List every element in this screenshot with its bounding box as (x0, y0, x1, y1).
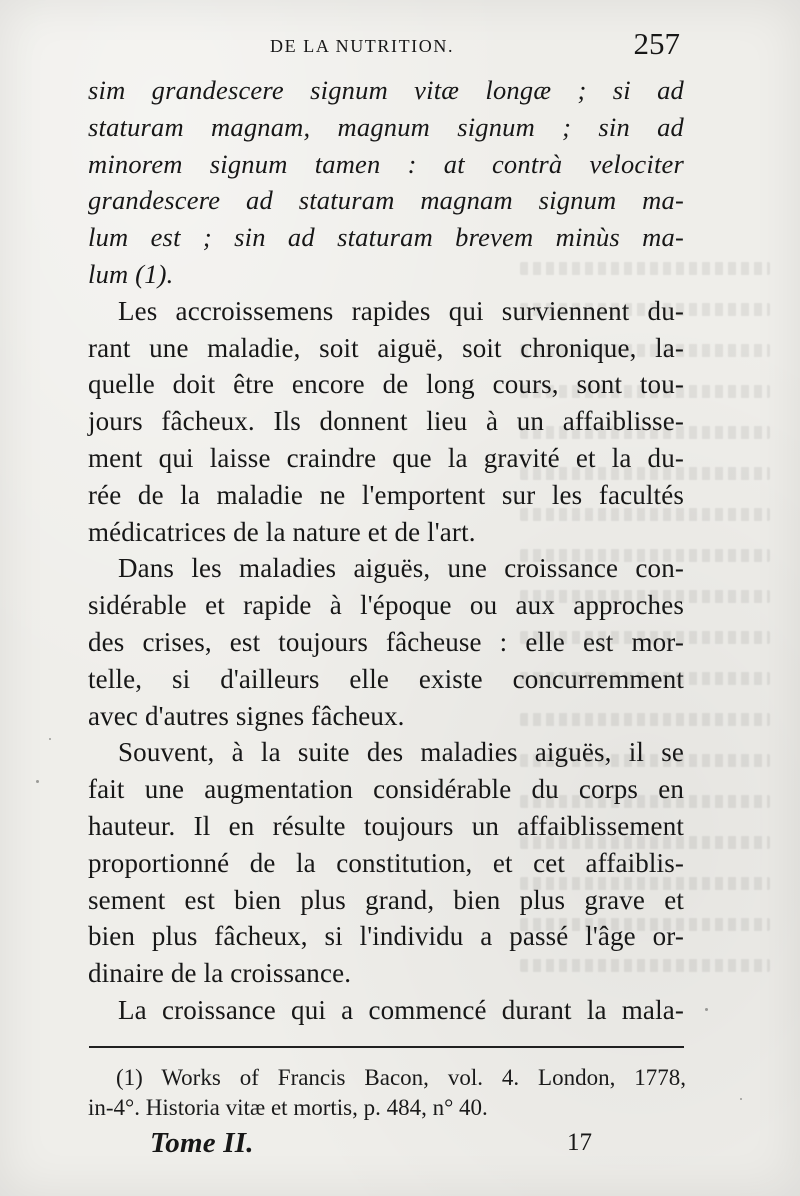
paper-speck (740, 1098, 742, 1100)
body-line: fait une augmentation considérable du corps en (88, 774, 684, 805)
footnote-divider (89, 1046, 684, 1048)
latin-line: lum est ; sin ad staturam brevem minùs ma- (88, 222, 684, 253)
body-line: sement est bien plus grand, bien plus grave et (88, 884, 684, 915)
body-line: proportionné de la constitution, et cet affaiblis- (88, 847, 684, 878)
paper-speck (705, 1008, 708, 1011)
running-header (270, 26, 680, 64)
body-line: sidérable et rapide à l'époque ou aux approches (88, 590, 684, 621)
footnote (88, 1063, 686, 1123)
body-line: La croissance qui a commencé durant la mala- (118, 994, 684, 1025)
body-line: avec d'autres signes fâcheux. (88, 700, 405, 731)
footnote-line: in-4°. Historia vitæ et mortis, p. 484, n° 40. (88, 1095, 488, 1120)
paragraph-acute-diseases (88, 550, 684, 734)
body-line: jours fâcheux. Ils donnent lieu à un affaiblisse- (88, 406, 684, 437)
page-number: 257 (633, 26, 680, 61)
body-line: Souvent, à la suite des maladies aiguës, il se (118, 737, 684, 768)
gathering-signature: 17 (567, 1129, 592, 1156)
paragraph-height-increase (88, 734, 684, 992)
latin-line: sim grandescere signum vitæ longæ ; si ad (88, 75, 684, 105)
paragraph-rapid-growth (88, 293, 684, 551)
latin-line: staturam magnam, magnum signum ; sin ad (88, 111, 684, 142)
body-line: hauteur. Il en résulte toujours un affaiblissement (88, 810, 684, 841)
latin-line: grandescere ad staturam magnam signum ma- (88, 185, 684, 216)
body-line: Dans les maladies aiguës, une croissance con- (118, 553, 684, 584)
footnote-line: (1) Works of Francis Bacon, vol. 4. London, 1778, (116, 1065, 686, 1090)
body-line: dinaire de la croissance. (88, 958, 352, 989)
latin-quotation (88, 72, 684, 293)
volume-label: Tome II. (150, 1127, 254, 1159)
paper-speck (36, 780, 39, 783)
body-line: quelle doit être encore de long cours, sont tou- (88, 369, 684, 400)
latin-line: lum (1). (88, 258, 174, 289)
body-line: Les accroissemens rapides qui surviennent du- (118, 295, 684, 326)
paragraph-growth-during-disease (88, 992, 684, 1029)
body-line: bien plus fâcheux, si l'individu a passé l'âge or- (88, 921, 684, 952)
running-title: DE LA NUTRITION. (270, 36, 455, 56)
body-line: telle, si d'ailleurs elle existe concurremment (88, 663, 684, 694)
printer-signature-line (150, 1127, 592, 1165)
body-line: médicatrices de la nature et de l'art. (88, 516, 476, 547)
paper-speck (49, 738, 51, 740)
body-line: rant une maladie, soit aiguë, soit chronique, la- (88, 332, 684, 363)
latin-line: minorem signum tamen : at contrà velociter (88, 148, 684, 179)
body-line: rée de la maladie ne l'emportent sur les facultés (88, 479, 684, 510)
body-line: des crises, est toujours fâcheuse : elle est mor- (88, 626, 684, 657)
main-text-block (88, 72, 684, 1029)
body-line: ment qui laisse craindre que la gravité et la du- (88, 442, 684, 473)
